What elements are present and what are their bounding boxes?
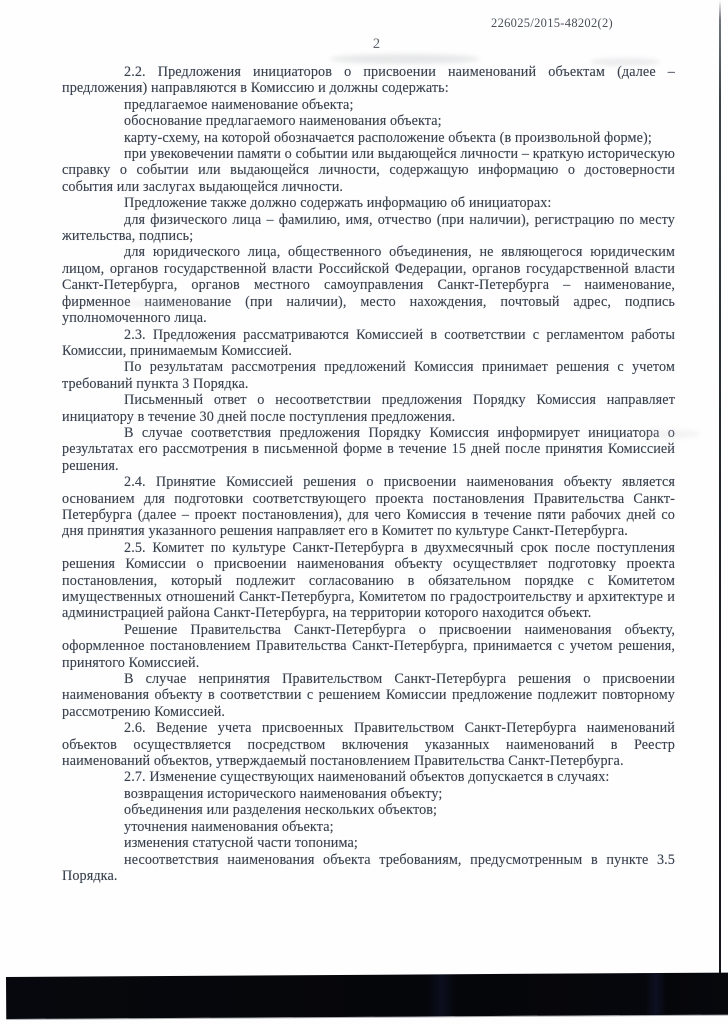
paragraph: карту-схему, на которой обозначается расположение объекта (в произвольной форме); (124, 129, 652, 146)
paragraph: изменения статусной части топонима; (124, 835, 358, 852)
paragraph: 2.6. Ведение учета присвоенных Правительством Санкт-Петербурга наименований объектов осуществляется посредством включения указанных наименований в Реестр наименований объектов, утверждаемый постановлением Правительства Санкт-Петербурга. (62, 720, 675, 770)
paragraph: В случае непринятия Правительством Санкт-Петербурга решения о присвоении наименования объекту в соответствии с решением Комиссии предложение подлежит повторному рассмотрению Комиссией. (62, 671, 675, 720)
paragraph: 2.3. Предложения рассматриваются Комиссией в соответствии с регламентом работы Комиссии, принимаемым Комиссией. (62, 326, 675, 359)
scan-black-bar (6, 973, 728, 1019)
paragraph: 2.7. Изменение существующих наименований объектов допускается в случаях: (124, 769, 610, 786)
paragraph: предлагаемое наименование объекта; (124, 96, 354, 113)
paragraph: Предложение также должно содержать информацию об инициаторах: (124, 195, 552, 212)
paragraph: По результатам рассмотрения предложений Комиссия принимает решения с учетом требований пункта 3 Порядка. (62, 359, 675, 392)
paragraph: для физического лица – фамилию, имя, отчество (при наличии), регистрацию по месту жительства, подпись; (62, 211, 675, 245)
paragraph: для юридического лица, общественного объединения, не являющегося юридическим лицом, органов государственной власти Российской Федерации, органов государственной власти Санкт-Петербурга, органов местного самоуправления Санкт-Петербурга – наименование, фирменное наименование (при наличии), место нахождения, почтовый адрес, подпись уполномоченного лица. (62, 244, 675, 327)
doc-registration-number: 226025/2015-48202(2) (491, 16, 613, 30)
paragraph: Письменный ответ о несоответствии предложения Порядку Комиссия направляет инициатору в течение 30 дней после поступления предложения. (62, 392, 675, 425)
paragraph: обоснование предлагаемого наименования объекта; (124, 113, 442, 130)
paragraph: несоответствия наименования объекта требованиям, предусмотренным в пункте 3.5 Порядка. (62, 851, 675, 884)
scan-smudge (330, 54, 480, 64)
paragraph: объединения или разделения нескольких объектов; (124, 802, 438, 819)
paragraph: Решение Правительства Санкт-Петербурга о присвоении наименования объекту, оформленное постановлением Правительства Санкт-Петербурга, принимается с учетом решения, принятого Комиссией. (62, 621, 675, 671)
document-body (62, 64, 675, 969)
paragraph: 2.4. Принятие Комиссией решения о присвоении наименования объекту является основанием для подготовки соответствующего проекта постановления Правительства Санкт-Петербурга (далее – проект постановления), для чего Комиссия в течение пяти рабочих дней со дня принятия указанного решения направляет его в Комитет по культуре Санкт-Петербурга. (62, 474, 675, 540)
page-number: 2 (372, 36, 381, 52)
paragraph: при увековечении памяти о событии или выдающейся личности – краткую историческую справку о событии или выдающейся личности, содержащую информацию о достоверности события или заслугах выдающейся личности. (62, 146, 675, 195)
scan-paper-edge-line (719, 0, 721, 979)
paragraph: 2.2. Предложения инициаторов о присвоении наименований объектам (далее – предложения) направляются в Комиссию и должны содержать: (62, 64, 675, 97)
paragraph: возвращения исторического наименования объекту; (124, 785, 443, 802)
paragraph: 2.5. Комитет по культуре Санкт-Петербурга в двухмесячный срок после поступления решения Комиссии о присвоении наименования объекту осуществляет подготовку проекта постановления, который подлежит согласованию в обязательном порядке с Комитетом имущественных отношений Санкт-Петербурга, Комитетом по градостроительству и архитектуре и администрацией района Санкт-Петербурга, на территории которого находится объект. (62, 539, 675, 622)
paragraph: уточнения наименования объекта; (124, 818, 334, 835)
paragraph: В случае соответствия предложения Порядку Комиссия информирует инициатора о результатах его рассмотрения в письменной форме в течение 15 дней после принятия Комиссией решения. (62, 424, 675, 474)
